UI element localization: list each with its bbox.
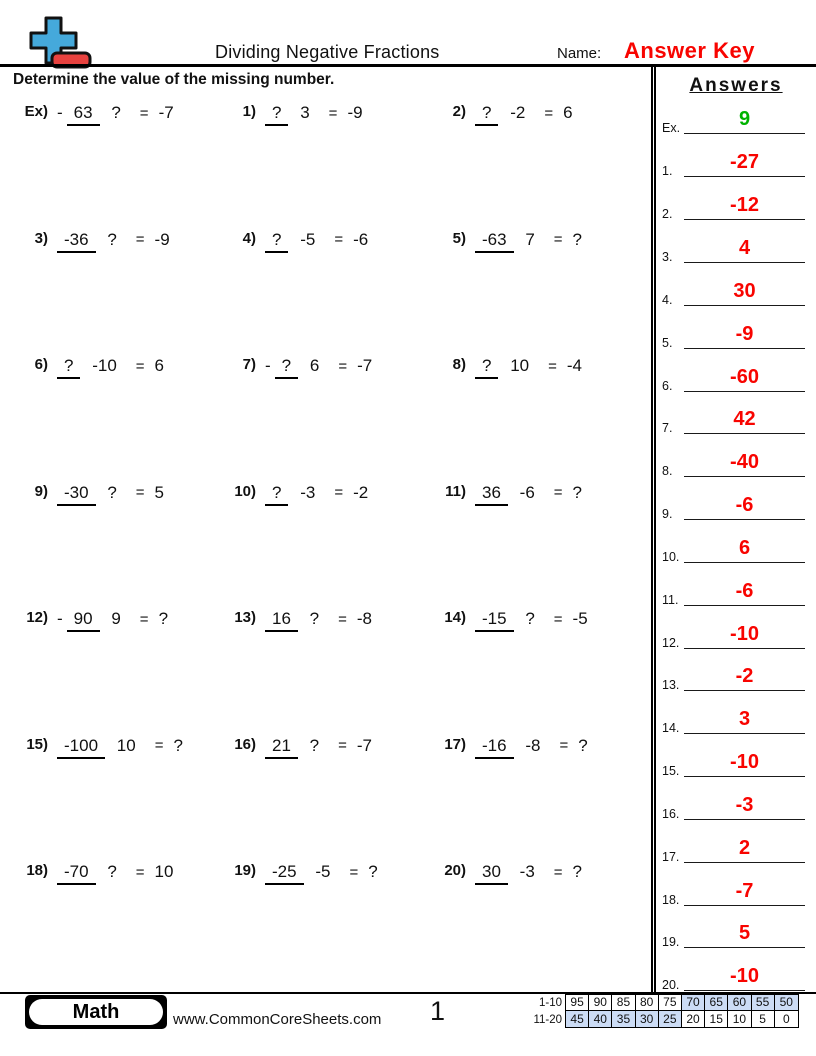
problem-item: [440, 229, 650, 356]
answer-number-label: 20.: [662, 978, 680, 993]
answer-value: -60: [730, 365, 759, 388]
equals-sign: =: [553, 863, 563, 881]
page-title: Dividing Negative Fractions: [215, 42, 440, 62]
fraction-numerator: -25: [265, 862, 304, 885]
equation-result: 6: [563, 103, 573, 122]
equals-sign: =: [544, 104, 554, 122]
answer-key-label: Answer Key: [624, 38, 755, 63]
answer-value: -2: [735, 665, 754, 688]
answer-number-label: 8.: [662, 464, 673, 479]
answer-value: 5: [738, 922, 751, 945]
problem-item: [230, 735, 440, 862]
answer-row: [656, 477, 816, 520]
equation-result: 6: [154, 356, 165, 375]
fraction-numerator: -63: [475, 230, 514, 253]
problem-equation: [265, 103, 363, 123]
answer-row: [656, 734, 816, 777]
fraction: [475, 231, 542, 249]
problem-item: [230, 482, 440, 609]
score-cell: 40: [589, 1011, 612, 1027]
fraction: [265, 737, 326, 755]
score-cell: 30: [636, 1011, 659, 1027]
fraction-numerator: -36: [57, 230, 96, 253]
score-cell: 50: [775, 995, 798, 1011]
problem-equation: [265, 862, 378, 882]
equals-sign: =: [135, 484, 145, 501]
fraction: [265, 231, 322, 249]
problem-equation: [475, 736, 588, 756]
equals-sign: =: [139, 104, 149, 122]
problem-number-label: 12): [26, 609, 48, 626]
problem-equation: [475, 862, 582, 882]
problem-item: [440, 355, 650, 482]
answer-value: -12: [730, 194, 759, 217]
problem-number-label: 14): [444, 609, 466, 626]
fraction-denominator: -3: [519, 862, 535, 881]
fraction-numerator: ?: [265, 103, 288, 126]
problem-item: [440, 861, 650, 988]
answer-value: -9: [735, 322, 754, 345]
answer-value: 30: [733, 279, 756, 302]
problem-item: [22, 735, 230, 862]
problem-number-label: 15): [26, 735, 48, 753]
fraction-numerator: ?: [265, 483, 288, 506]
equals-sign: =: [338, 610, 347, 628]
score-cell: 25: [659, 1011, 682, 1027]
answer-value: 6: [738, 536, 751, 559]
answer-row: [656, 92, 816, 135]
fraction: [265, 610, 326, 628]
equation-result: -8: [356, 609, 373, 628]
answer-value: -27: [730, 151, 759, 174]
problem-item: [440, 482, 650, 609]
fraction-numerator: ?: [475, 356, 498, 379]
score-row1-label: 1-10: [538, 997, 562, 1009]
problem-number-label: 10): [234, 482, 256, 500]
problem-number-label: 5): [452, 229, 466, 247]
problem-item: [440, 102, 650, 229]
answer-row: [656, 349, 816, 392]
leading-minus-sign: -: [265, 356, 271, 375]
website-url: www.CommonCoreSheets.com: [173, 1011, 382, 1028]
equation-result: 5: [154, 482, 165, 502]
problem-item: [230, 355, 440, 482]
answer-value: 9: [738, 108, 751, 131]
equation-result: -9: [347, 103, 363, 122]
equation-result: ?: [173, 735, 183, 755]
fraction: [265, 863, 337, 881]
answer-number-label: 3.: [662, 249, 673, 264]
fraction-numerator: ?: [57, 356, 80, 379]
problem-item: [440, 608, 650, 735]
equals-sign: =: [135, 357, 145, 375]
fraction-denominator: 9: [111, 609, 121, 628]
score-cell: 55: [752, 995, 775, 1011]
problem-equation: [475, 483, 582, 503]
fraction-denominator: 10: [510, 356, 530, 375]
equation-result: -4: [566, 356, 583, 375]
answer-number-label: 2.: [662, 207, 673, 222]
answers-panel: [651, 67, 816, 993]
problem-number-label: 11): [445, 482, 466, 500]
fraction-denominator: 3: [300, 103, 310, 122]
answer-value: 3: [738, 708, 751, 731]
score-cell: 45: [566, 1011, 589, 1027]
fraction-numerator: ?: [475, 103, 498, 126]
fraction-numerator: ?: [275, 356, 298, 379]
problem-number-label: 13): [234, 609, 256, 626]
equals-sign: =: [135, 231, 145, 248]
fraction-denominator: -10: [92, 356, 117, 375]
fraction-numerator: -15: [475, 609, 514, 632]
fraction-numerator: 30: [475, 862, 508, 885]
fraction-denominator: -5: [315, 862, 331, 881]
fraction-denominator: ?: [111, 103, 121, 122]
problem-equation: [57, 483, 164, 503]
fraction-denominator: -6: [519, 482, 535, 502]
equation-result: ?: [572, 862, 583, 881]
answer-row: [656, 820, 816, 863]
page-number: 1: [430, 996, 446, 1026]
fraction: [67, 610, 128, 628]
problem-number-label: 6): [34, 356, 48, 373]
answer-number-label: 13.: [662, 678, 680, 693]
problem-number-label: 20): [444, 862, 466, 879]
problem-item: [22, 102, 230, 229]
equation-result: 10: [154, 862, 174, 881]
problem-equation: [57, 862, 173, 882]
score-cell: 5: [752, 1011, 775, 1027]
problem-equation: [265, 483, 368, 503]
score-cell: 65: [705, 995, 728, 1011]
equation-result: -7: [158, 103, 174, 122]
equation-result: ?: [368, 862, 378, 881]
problem-number-label: 7): [242, 356, 256, 373]
answer-number-label: 12.: [662, 635, 680, 650]
score-cell: 75: [659, 995, 682, 1011]
fraction: [475, 737, 547, 755]
equation-result: -9: [154, 229, 170, 249]
leading-minus-sign: -: [57, 609, 63, 628]
fraction-numerator: -100: [57, 736, 105, 759]
problem-equation: [475, 230, 582, 250]
score-cell: 0: [775, 1011, 798, 1027]
equation-result: -2: [353, 482, 369, 502]
answer-number-label: 7.: [662, 421, 673, 436]
answer-row: [656, 649, 816, 692]
problem-number-label: 1): [242, 103, 256, 120]
problem-equation: [265, 609, 372, 629]
answer-row: [656, 606, 816, 649]
fraction-denominator: ?: [107, 482, 117, 502]
fraction-denominator: -8: [525, 735, 541, 755]
fraction: [57, 231, 124, 249]
score-cell: 90: [589, 995, 612, 1011]
score-cell: 20: [682, 1011, 705, 1027]
fraction-denominator: ?: [309, 735, 320, 755]
problem-number-label: 9): [34, 482, 48, 500]
answer-value: 4: [738, 236, 751, 259]
problem-equation: [265, 736, 372, 756]
fraction: [275, 357, 327, 375]
equals-sign: =: [553, 610, 563, 628]
answer-number-label: 17.: [662, 849, 680, 864]
name-label: Name:: [557, 45, 602, 62]
equation-result: -5: [572, 609, 588, 628]
fraction-denominator: 7: [525, 229, 535, 249]
equation-result: ?: [572, 482, 583, 502]
answer-number-label: Ex.: [662, 121, 681, 136]
answer-row: [656, 392, 816, 435]
fraction-denominator: -2: [510, 103, 526, 122]
answer-row: [656, 948, 816, 991]
answer-number-label: 6.: [662, 378, 673, 393]
fraction-denominator: -5: [300, 229, 316, 249]
problem-item: [230, 608, 440, 735]
score-cell: 95: [566, 995, 589, 1011]
fraction-numerator: -16: [475, 736, 514, 759]
score-cell: 15: [705, 1011, 728, 1027]
equals-sign: =: [349, 863, 359, 881]
answer-value: -3: [735, 793, 754, 816]
answer-row: [656, 520, 816, 563]
fraction-numerator: 90: [67, 609, 100, 632]
subject-label: Math: [29, 999, 163, 1025]
problem-equation: [265, 230, 368, 250]
equation-result: -7: [356, 735, 373, 755]
answers-list: [656, 92, 816, 992]
answer-number-label: 18.: [662, 892, 680, 907]
fraction: [265, 104, 317, 122]
problems-grid: [22, 102, 650, 988]
equals-sign: =: [553, 484, 563, 501]
leading-minus-sign: -: [57, 103, 63, 122]
problem-equation: [475, 356, 582, 376]
problem-item: [440, 735, 650, 862]
score-cell: 10: [728, 1011, 751, 1027]
problem-item: [230, 102, 440, 229]
problem-item: [22, 229, 230, 356]
answer-value: -6: [735, 494, 754, 517]
equals-sign: =: [338, 357, 348, 375]
fraction-denominator: ?: [309, 609, 320, 628]
answer-row: [656, 263, 816, 306]
answer-row: [656, 134, 816, 177]
fraction-numerator: ?: [265, 230, 288, 253]
problem-number-label: 19): [234, 862, 256, 879]
answer-row: [656, 306, 816, 349]
fraction-numerator: -30: [57, 483, 96, 506]
answer-number-label: 16.: [662, 806, 680, 821]
problem-number-label: 18): [26, 862, 48, 879]
fraction: [57, 484, 124, 502]
answer-row: [656, 563, 816, 606]
fraction: [475, 104, 532, 122]
fraction-numerator: 63: [67, 103, 100, 126]
score-row2-label: 11-20: [533, 1013, 562, 1026]
equation-result: -7: [357, 356, 373, 375]
fraction-numerator: -70: [57, 862, 96, 885]
answer-number-label: 11.: [662, 592, 679, 607]
fraction: [475, 863, 542, 881]
problem-item: [22, 482, 230, 609]
equals-sign: =: [553, 231, 563, 248]
fraction: [57, 737, 143, 755]
answer-number-label: 14.: [662, 721, 680, 736]
fraction-denominator: ?: [107, 229, 117, 249]
fraction-denominator: 10: [116, 735, 136, 755]
answer-row: [656, 863, 816, 906]
answer-row: [656, 691, 816, 734]
problem-number-label: 17): [444, 735, 466, 753]
equals-sign: =: [548, 357, 557, 375]
answer-row: [656, 434, 816, 477]
equals-sign: =: [154, 737, 164, 754]
score-cell: 70: [682, 995, 705, 1011]
problem-item: [22, 861, 230, 988]
fraction: [475, 484, 542, 502]
problem-equation: [57, 356, 164, 376]
answer-value: -10: [730, 751, 759, 774]
fraction: [475, 357, 536, 375]
problem-number-label: Ex): [24, 103, 48, 120]
problem-item: [230, 861, 440, 988]
answer-value: 42: [733, 408, 756, 431]
equation-result: ?: [578, 735, 588, 755]
problem-item: [22, 355, 230, 482]
score-cell: 60: [728, 995, 751, 1011]
answer-number-label: 10.: [662, 549, 680, 564]
problem-equation: [57, 230, 170, 250]
answer-number-label: 1.: [662, 164, 673, 179]
problem-number-label: 4): [242, 229, 256, 247]
answer-number-label: 9.: [662, 507, 673, 522]
problem-number-label: 8): [452, 356, 466, 373]
fraction: [475, 610, 542, 628]
answer-number-label: 4.: [662, 292, 673, 307]
fraction-numerator: 36: [475, 483, 508, 506]
answer-value: -7: [735, 879, 754, 902]
answer-value: -40: [730, 451, 759, 474]
fraction-denominator: 6: [309, 356, 320, 375]
fraction-denominator: ?: [107, 862, 117, 881]
fraction-numerator: 21: [265, 736, 298, 759]
equation-result: -6: [353, 229, 369, 249]
fraction-numerator: 16: [265, 609, 298, 632]
problem-equation: [475, 609, 588, 629]
answer-row: [656, 220, 816, 263]
equals-sign: =: [135, 863, 145, 881]
equals-sign: =: [328, 104, 338, 122]
answer-value: 2: [738, 836, 751, 859]
fraction: [265, 484, 322, 502]
equation-result: ?: [572, 229, 583, 249]
problem-item: [230, 229, 440, 356]
fraction-denominator: ?: [525, 609, 535, 628]
equals-sign: =: [338, 737, 347, 754]
score-cell: 80: [636, 995, 659, 1011]
problem-number-label: 16): [234, 735, 256, 753]
score-table: [565, 994, 799, 1028]
answer-value: -10: [730, 965, 759, 988]
answer-value: -6: [735, 579, 754, 602]
problem-item: [22, 608, 230, 735]
answer-row: [656, 777, 816, 820]
fraction: [57, 863, 124, 881]
equals-sign: =: [139, 610, 149, 628]
fraction: [67, 104, 128, 122]
answer-row: [656, 906, 816, 949]
problem-equation: [57, 609, 168, 629]
equation-result: ?: [158, 609, 169, 628]
problem-equation: [57, 103, 174, 123]
answers-title: Answers: [689, 75, 783, 96]
problem-equation: [57, 736, 183, 756]
problem-equation: [265, 356, 372, 376]
answer-number-label: 19.: [662, 935, 680, 950]
subject-badge: [25, 995, 167, 1029]
answer-number-label: 5.: [662, 335, 673, 350]
problem-equation: [475, 103, 573, 123]
instruction-text: Determine the value of the missing number.: [13, 71, 335, 88]
fraction: [57, 357, 124, 375]
answer-value: -10: [730, 622, 759, 645]
problem-number-label: 2): [452, 103, 466, 120]
answer-number-label: 15.: [662, 764, 680, 779]
equals-sign: =: [559, 737, 569, 754]
answer-row: [656, 177, 816, 220]
score-cell: 85: [612, 995, 635, 1011]
fraction-denominator: -3: [300, 482, 316, 502]
equals-sign: =: [334, 484, 344, 501]
problem-number-label: 3): [34, 229, 48, 247]
score-cell: 35: [612, 1011, 635, 1027]
equals-sign: =: [334, 231, 344, 248]
